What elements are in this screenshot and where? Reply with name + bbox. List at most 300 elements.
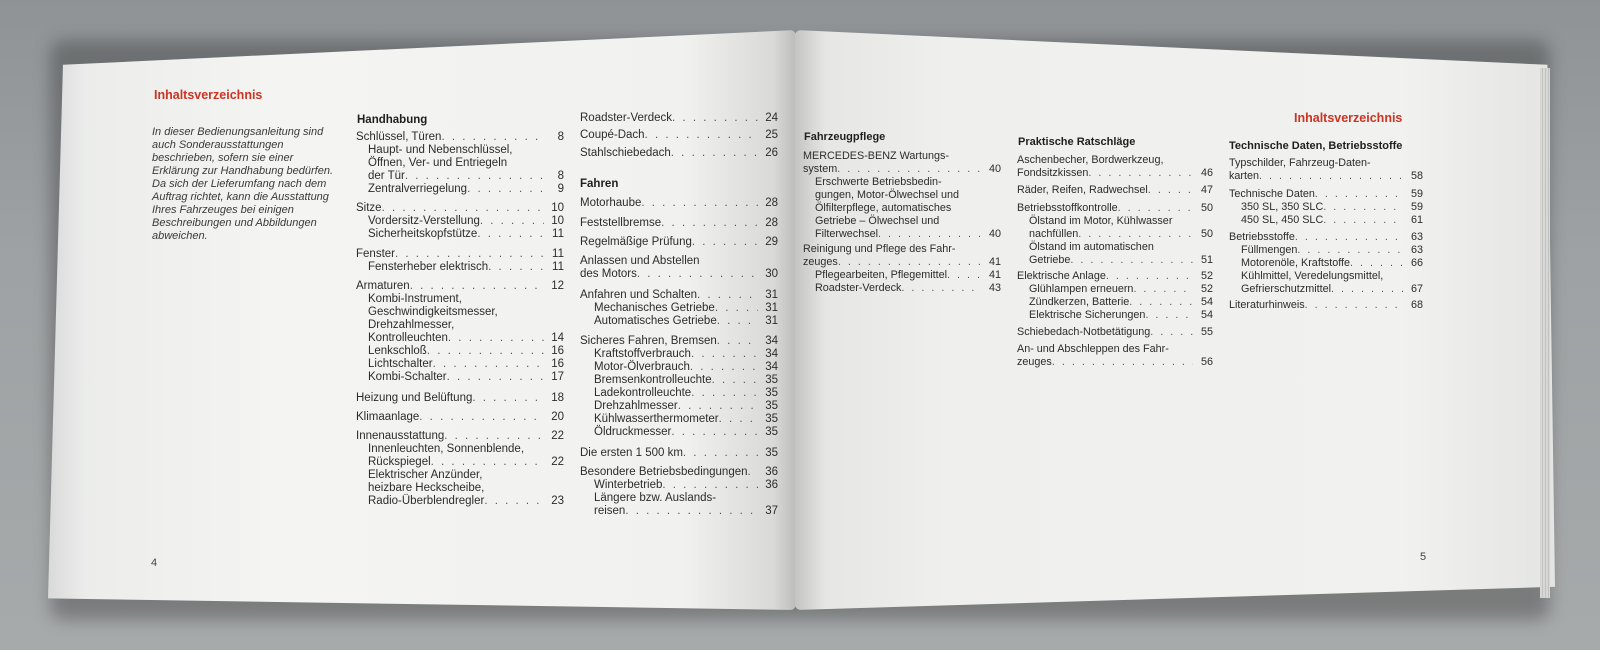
toc-entry-page: 22 bbox=[551, 456, 564, 468]
toc-entry bbox=[594, 387, 778, 400]
toc-entry-page: 37 bbox=[765, 505, 778, 517]
toc-entry-label: des Motors bbox=[580, 268, 637, 280]
toc-entry-page: 52 bbox=[1200, 283, 1213, 295]
dot-leader bbox=[1148, 184, 1193, 197]
toc-entry-label: Getriebe – Ölwechsel und bbox=[815, 215, 940, 227]
toc-entry-page: 23 bbox=[551, 495, 564, 507]
toc-entry-label: Elektrische Anlage bbox=[1017, 270, 1106, 282]
page-edge bbox=[1540, 68, 1550, 598]
toc-entry-page: 35 bbox=[765, 400, 778, 412]
toc-entry-page: 41 bbox=[988, 256, 1001, 268]
toc-entry-label: Besondere Betriebsbedingungen bbox=[580, 466, 748, 478]
toc-entry-page: 35 bbox=[765, 387, 778, 399]
dot-leader bbox=[683, 447, 758, 460]
toc-entry bbox=[368, 482, 564, 495]
toc-entry-page: 43 bbox=[988, 282, 1001, 294]
toc-entry-page: 26 bbox=[765, 147, 778, 159]
dot-leader bbox=[878, 228, 981, 241]
toc-entry bbox=[1029, 254, 1213, 267]
toc-entry bbox=[368, 183, 564, 196]
toc-entry-label: Literaturhinweis bbox=[1229, 299, 1305, 311]
dot-leader bbox=[1070, 254, 1193, 267]
toc-entry-label: Betriebsstoffkontrolle bbox=[1017, 202, 1118, 214]
toc-entry bbox=[1229, 188, 1423, 201]
toc-entry-label: Drehzahlmesser bbox=[594, 400, 678, 412]
dot-leader bbox=[410, 280, 544, 293]
dot-leader bbox=[1129, 296, 1193, 309]
dot-leader bbox=[671, 426, 758, 439]
dot-leader bbox=[427, 345, 544, 358]
toc-entry-label: Geschwindigkeitsmesser, bbox=[368, 306, 498, 318]
toc-entry-label: Sicheres Fahren, Bremsen bbox=[580, 335, 717, 347]
toc-entry-page: 29 bbox=[765, 236, 778, 248]
toc-entry-label: zeuges bbox=[803, 256, 838, 268]
toc-entry-page: 59 bbox=[1410, 201, 1423, 213]
toc-entry-page: 61 bbox=[1410, 214, 1423, 226]
toc-entry-page: 55 bbox=[1200, 326, 1213, 338]
toc-entry-label: Aschenbecher, Bordwerkzeug, bbox=[1017, 154, 1164, 166]
dot-leader bbox=[692, 236, 758, 249]
dot-leader bbox=[641, 197, 758, 210]
toc-entry bbox=[356, 430, 564, 443]
toc-entry bbox=[356, 202, 564, 215]
toc-entry bbox=[580, 147, 778, 160]
toc-entry bbox=[1017, 270, 1213, 283]
toc-entry-label: Radio-Überblendregler bbox=[368, 495, 485, 507]
toc-entry-page: 25 bbox=[765, 129, 778, 141]
toc-entry-label: 450 SL, 450 SLC bbox=[1241, 214, 1324, 226]
toc-entry bbox=[580, 217, 778, 230]
dot-leader bbox=[690, 361, 758, 374]
toc-entry-page: 63 bbox=[1410, 244, 1423, 256]
toc-entry bbox=[594, 315, 778, 328]
toc-entry bbox=[1029, 215, 1213, 228]
toc-entry bbox=[1241, 244, 1423, 257]
toc-entry bbox=[1029, 309, 1213, 322]
toc-entry-page: 8 bbox=[557, 170, 564, 182]
dot-leader bbox=[433, 358, 544, 371]
dot-leader bbox=[637, 268, 758, 281]
toc-entry-page: 54 bbox=[1200, 296, 1213, 308]
dot-leader bbox=[477, 228, 544, 241]
dot-leader bbox=[838, 256, 981, 269]
toc-entry bbox=[1229, 157, 1423, 170]
toc-entry bbox=[815, 215, 1001, 228]
toc-entry bbox=[815, 228, 1001, 241]
toc-entry bbox=[594, 348, 778, 361]
dot-leader bbox=[472, 392, 544, 405]
toc-entry bbox=[803, 256, 1001, 269]
page-number-left: 4 bbox=[151, 557, 158, 569]
dot-leader bbox=[715, 302, 758, 315]
toc-entry-label: der Tür bbox=[368, 170, 405, 182]
toc-entry-page: 63 bbox=[1410, 231, 1423, 243]
toc-entry bbox=[580, 197, 778, 210]
toc-entry-label: Lichtschalter bbox=[368, 358, 433, 370]
toc-entry-page: 10 bbox=[551, 202, 564, 214]
toc-entry-label: Bremsenkontrolleuchte bbox=[594, 374, 712, 386]
dot-leader bbox=[712, 374, 758, 387]
toc-entry bbox=[1017, 184, 1213, 197]
dot-leader bbox=[1323, 214, 1403, 227]
toc-entry-label: Filterwechsel bbox=[815, 228, 878, 240]
toc-entry bbox=[803, 163, 1001, 176]
toc-entry-label: Technische Daten bbox=[1229, 188, 1315, 200]
toc-entry bbox=[594, 505, 778, 518]
toc-entry-page: 11 bbox=[552, 248, 564, 260]
toc-entry-page: 24 bbox=[765, 112, 778, 124]
toc-entry-page: 35 bbox=[765, 413, 778, 425]
toc-entry-label: Öldruckmesser bbox=[594, 426, 672, 438]
toc-entry-label: Automatisches Getriebe bbox=[594, 315, 717, 327]
toc-entry-page: 51 bbox=[1200, 254, 1213, 266]
dot-leader bbox=[1133, 283, 1193, 296]
toc-entry-label: Vordersitz-Verstellung bbox=[368, 215, 480, 227]
toc-entry-label: reisen bbox=[594, 505, 626, 517]
dot-leader bbox=[837, 163, 981, 176]
toc-entry bbox=[368, 306, 564, 319]
toc-entry bbox=[815, 176, 1001, 189]
toc-entry bbox=[368, 319, 564, 332]
toc-entry bbox=[368, 443, 564, 456]
toc-entry-label: heizbare Heckscheibe, bbox=[368, 482, 485, 494]
dot-leader bbox=[395, 248, 544, 261]
toc-entry-page: 34 bbox=[765, 335, 778, 347]
toc-entry-label: Kontrolleuchten bbox=[368, 332, 448, 344]
toc-entry bbox=[1017, 356, 1213, 369]
dot-leader bbox=[691, 387, 758, 400]
toc-entry-page: 14 bbox=[551, 332, 564, 344]
toc-entry bbox=[368, 358, 564, 371]
dot-leader bbox=[691, 348, 758, 361]
dot-leader bbox=[947, 269, 981, 282]
dot-leader bbox=[717, 335, 758, 348]
toc-entry bbox=[580, 268, 778, 281]
toc-entry bbox=[594, 374, 778, 387]
toc-entry bbox=[1229, 170, 1423, 183]
toc-entry-page: 54 bbox=[1200, 309, 1213, 321]
toc-entry-label: Haupt- und Nebenschlüssel, bbox=[368, 144, 513, 156]
toc-entry bbox=[1241, 201, 1423, 214]
dot-leader bbox=[382, 202, 544, 215]
dot-leader bbox=[671, 147, 758, 160]
toc-entry-page: 36 bbox=[765, 466, 778, 478]
toc-entry bbox=[594, 426, 778, 439]
toc-entry-label: Drehzahlmesser, bbox=[368, 319, 455, 331]
toc-entry-label: Ölstand im automatischen bbox=[1029, 241, 1154, 253]
toc-entry-page: 17 bbox=[551, 371, 564, 383]
toc-entry-label: karten bbox=[1229, 170, 1260, 182]
dot-leader bbox=[441, 131, 544, 144]
toc-entry bbox=[368, 371, 564, 384]
dot-leader bbox=[661, 217, 758, 230]
toc-entry-label: Fensterheber elektrisch bbox=[368, 261, 489, 273]
toc-entry bbox=[580, 236, 778, 249]
toc-entry-label: Ölfilterpflege, automatisches bbox=[815, 202, 952, 214]
toc-entry bbox=[815, 189, 1001, 202]
toc-entry-label: Motor-Ölverbrauch bbox=[594, 361, 690, 373]
dot-leader bbox=[484, 495, 544, 508]
toc-entry-label: An- und Abschleppen des Fahr- bbox=[1017, 343, 1169, 355]
toc-entry-page: 67 bbox=[1410, 283, 1423, 295]
toc-entry bbox=[580, 255, 778, 268]
toc-entry-label: Längere bzw. Auslands- bbox=[594, 492, 717, 504]
toc-entry bbox=[1241, 257, 1423, 270]
left-page-header: Inhaltsverzeichnis bbox=[154, 88, 263, 102]
toc-entry bbox=[594, 413, 778, 426]
toc-entry-label: Die ersten 1 500 km bbox=[580, 447, 683, 459]
toc-entry bbox=[356, 280, 564, 293]
dot-leader bbox=[678, 400, 758, 413]
dot-leader bbox=[1305, 299, 1403, 312]
toc-entry-label: Reinigung und Pflege des Fahr- bbox=[803, 243, 956, 255]
toc-entry-label: Roadster-Verdeck bbox=[815, 282, 902, 294]
toc-entry bbox=[1017, 326, 1213, 339]
toc-entry bbox=[580, 112, 778, 125]
toc-entry bbox=[1241, 270, 1423, 283]
dot-leader bbox=[1315, 188, 1403, 201]
toc-entry bbox=[803, 243, 1001, 256]
toc-entry bbox=[1241, 283, 1423, 296]
toc-entry-label: zeuges bbox=[1017, 356, 1052, 368]
toc-entry-page: 59 bbox=[1410, 188, 1423, 200]
toc-entry bbox=[368, 469, 564, 482]
toc-entry-page: 31 bbox=[765, 289, 778, 301]
toc-entry bbox=[356, 131, 564, 144]
toc-entry-label: Erschwerte Betriebsbedin- bbox=[815, 176, 942, 188]
toc-entry-page: 35 bbox=[765, 447, 778, 459]
toc-entry bbox=[368, 332, 564, 345]
dot-leader bbox=[488, 261, 544, 274]
toc-entry-label: Innenausstattung bbox=[356, 430, 445, 442]
toc-entry bbox=[580, 335, 778, 348]
toc-entry bbox=[368, 144, 564, 157]
toc-entry-label: Anfahren und Schalten bbox=[580, 289, 698, 301]
toc-entry-page: 35 bbox=[765, 374, 778, 386]
toc-entry-page: 35 bbox=[765, 426, 778, 438]
toc-entry bbox=[580, 466, 778, 479]
dot-leader bbox=[697, 289, 758, 302]
toc-entry-page: 8 bbox=[557, 131, 564, 143]
toc-entry-label: Zündkerzen, Batterie bbox=[1029, 296, 1130, 308]
toc-entry-label: Zentralverriegelung bbox=[368, 183, 468, 195]
dot-leader bbox=[672, 112, 758, 125]
dot-leader bbox=[431, 456, 544, 469]
toc-entry-page: 18 bbox=[551, 392, 564, 404]
toc-entry-label: Betriebsstoffe bbox=[1229, 231, 1295, 243]
toc-entry-page: 46 bbox=[1200, 167, 1213, 179]
toc-entry-label: Fenster bbox=[356, 248, 395, 260]
toc-entry-label: Regelmäßige Prüfung bbox=[580, 236, 692, 248]
toc-entry-label: Füllmengen bbox=[1241, 244, 1298, 256]
toc-entry-label: system bbox=[803, 163, 838, 175]
toc-entry-page: 16 bbox=[551, 345, 564, 357]
toc-entry bbox=[594, 479, 778, 492]
section-title-fahren: Fahren bbox=[580, 178, 619, 190]
toc-entry bbox=[368, 293, 564, 306]
toc-entry bbox=[368, 456, 564, 469]
toc-entry bbox=[580, 289, 778, 302]
toc-entry bbox=[1029, 296, 1213, 309]
dot-leader bbox=[1295, 231, 1403, 244]
toc-entry-label: Getriebe bbox=[1029, 254, 1071, 266]
dot-leader bbox=[662, 479, 758, 492]
toc-entry-label: Coupé-Dach bbox=[580, 129, 645, 141]
toc-entry-page: 68 bbox=[1410, 299, 1423, 311]
toc-entry bbox=[368, 495, 564, 508]
right-page-header: Inhaltsverzeichnis bbox=[1294, 111, 1403, 125]
toc-entry-label: Pflegearbeiten, Pflegemittel bbox=[815, 269, 948, 281]
toc-entry-label: Ladekontrolleuchte bbox=[594, 387, 692, 399]
toc-entry-label: Roadster-Verdeck bbox=[580, 112, 673, 124]
toc-entry-label: Gefrierschutzmittel bbox=[1241, 283, 1331, 295]
toc-entry bbox=[1017, 154, 1213, 167]
dot-leader bbox=[1118, 202, 1193, 215]
page-number-right: 5 bbox=[1420, 551, 1427, 563]
toc-entry-label: Kombi-Schalter bbox=[368, 371, 447, 383]
toc-entry bbox=[1029, 283, 1213, 296]
toc-entry-label: Winterbetrieb bbox=[594, 479, 663, 491]
dot-leader bbox=[719, 413, 758, 426]
dot-leader bbox=[405, 170, 544, 183]
toc-entry bbox=[368, 228, 564, 241]
dot-leader bbox=[1150, 326, 1193, 339]
intro-text: In dieser Bedienungsanleitung sind auch Sonderausstattungen beschrieben, sofern sie einer Erklärung zur Handhabung bedürfen. Da sich der Lieferumfang nach dem Auftrag richtet, kann die Ausstattung Ihres Fahrzeuges bei einigen Beschreibungen und Abbildungen abweichen. bbox=[152, 126, 334, 242]
toc-entry-label: Lenkschloß bbox=[368, 345, 427, 357]
toc-entry-page: 58 bbox=[1410, 170, 1423, 182]
toc-entry-label: Rückspiegel bbox=[368, 456, 431, 468]
toc-entry-label: Motorhaube bbox=[580, 197, 642, 209]
toc-entry-label: Fondsitzkissen bbox=[1017, 167, 1089, 179]
dot-leader bbox=[467, 183, 544, 196]
toc-entry bbox=[580, 447, 778, 460]
toc-entry-page: 11 bbox=[552, 228, 564, 240]
toc-entry bbox=[594, 492, 778, 505]
dot-leader bbox=[1331, 283, 1403, 296]
toc-entry-page: 20 bbox=[551, 411, 564, 423]
toc-entry bbox=[594, 400, 778, 413]
toc-entry bbox=[356, 248, 564, 261]
toc-entry-label: Kühlmittel, Veredelungsmittel, bbox=[1241, 270, 1384, 282]
toc-entry-page: 30 bbox=[765, 268, 778, 280]
toc-entry-label: Sitze bbox=[356, 202, 382, 214]
toc-entry bbox=[368, 157, 564, 170]
toc-entry-label: Heizung und Belüftung bbox=[356, 392, 473, 404]
section-title-technische-daten: Technische Daten, Betriebsstoffe bbox=[1229, 140, 1403, 152]
dot-leader bbox=[480, 215, 544, 228]
toc-entry-page: 40 bbox=[988, 163, 1001, 175]
dot-leader bbox=[447, 371, 544, 384]
toc-entry-label: Räder, Reifen, Radwechsel bbox=[1017, 184, 1148, 196]
toc-entry-label: Stahlschiebedach bbox=[580, 147, 671, 159]
toc-entry bbox=[1017, 167, 1213, 180]
toc-entry-label: Anlassen und Abstellen bbox=[580, 255, 700, 267]
toc-entry bbox=[803, 150, 1001, 163]
toc-entry bbox=[368, 170, 564, 183]
dot-leader bbox=[444, 430, 544, 443]
toc-entry-page: 31 bbox=[765, 302, 778, 314]
toc-entry bbox=[368, 261, 564, 274]
dot-leader bbox=[717, 315, 758, 328]
toc-entry-label: gungen, Motor-Ölwechsel und bbox=[815, 189, 960, 201]
toc-entry-label: Elektrische Sicherungen bbox=[1029, 309, 1146, 321]
toc-entry-label: Kraftstoffverbrauch bbox=[594, 348, 691, 360]
toc-entry-label: Ölstand im Motor, Kühlwasser bbox=[1029, 215, 1173, 227]
toc-entry bbox=[815, 202, 1001, 215]
toc-entry-page: 31 bbox=[765, 315, 778, 327]
toc-entry-page: 66 bbox=[1410, 257, 1423, 269]
toc-entry-page: 50 bbox=[1200, 228, 1213, 240]
dot-leader bbox=[1145, 309, 1193, 322]
toc-entry bbox=[594, 302, 778, 315]
toc-entry-page: 47 bbox=[1200, 184, 1213, 196]
toc-entry bbox=[356, 392, 564, 405]
toc-entry-page: 34 bbox=[765, 361, 778, 373]
toc-entry-page: 52 bbox=[1200, 270, 1213, 282]
dot-leader bbox=[901, 282, 981, 295]
toc-entry bbox=[1241, 214, 1423, 227]
toc-entry-label: 350 SL, 350 SLC bbox=[1241, 201, 1324, 213]
toc-entry-page: 28 bbox=[765, 197, 778, 209]
toc-entry-page: 36 bbox=[765, 479, 778, 491]
toc-entry-label: Schiebedach-Notbetätigung bbox=[1017, 326, 1151, 338]
dot-leader bbox=[1350, 257, 1403, 270]
toc-entry bbox=[815, 282, 1001, 295]
toc-entry-label: Armaturen bbox=[356, 280, 410, 292]
dot-leader bbox=[748, 466, 758, 479]
toc-entry-label: Glühlampen erneuern bbox=[1029, 283, 1134, 295]
toc-entry-page: 41 bbox=[988, 269, 1001, 281]
toc-entry bbox=[368, 215, 564, 228]
toc-entry-label: Schlüssel, Türen bbox=[356, 131, 442, 143]
toc-entry-page: 34 bbox=[765, 348, 778, 360]
dot-leader bbox=[1078, 228, 1193, 241]
toc-entry-page: 22 bbox=[551, 430, 564, 442]
toc-entry-label: Mechanisches Getriebe bbox=[594, 302, 715, 314]
toc-entry bbox=[368, 345, 564, 358]
dot-leader bbox=[1052, 356, 1193, 369]
toc-entry-label: nachfüllen bbox=[1029, 228, 1079, 240]
toc-entry bbox=[1029, 241, 1213, 254]
toc-entry-page: 12 bbox=[551, 280, 564, 292]
toc-entry-label: Kühlwasserthermometer bbox=[594, 413, 719, 425]
toc-entry-page: 16 bbox=[551, 358, 564, 370]
toc-entry bbox=[580, 129, 778, 142]
dot-leader bbox=[448, 332, 544, 345]
section-title-handhabung: Handhabung bbox=[357, 114, 428, 126]
section-title-fahrzeugpflege: Fahrzeugpflege bbox=[804, 131, 886, 143]
toc-entry-label: Öffnen, Ver- und Entriegeln bbox=[368, 157, 508, 169]
toc-entry bbox=[1029, 228, 1213, 241]
toc-entry-label: Feststellbremse bbox=[580, 217, 662, 229]
toc-entry bbox=[1229, 299, 1423, 312]
toc-entry-page: 50 bbox=[1200, 202, 1213, 214]
section-title-praktische-ratschlaege: Praktische Ratschläge bbox=[1018, 136, 1136, 148]
toc-entry-label: Klimaanlage bbox=[356, 411, 420, 423]
toc-entry-label: MERCEDES-BENZ Wartungs- bbox=[803, 150, 949, 162]
toc-entry-page: 40 bbox=[988, 228, 1001, 240]
dot-leader bbox=[1259, 170, 1403, 183]
toc-entry bbox=[1017, 202, 1213, 215]
toc-entry bbox=[356, 411, 564, 424]
dot-leader bbox=[419, 411, 544, 424]
toc-entry bbox=[594, 361, 778, 374]
dot-leader bbox=[1106, 270, 1193, 283]
toc-entry bbox=[1017, 343, 1213, 356]
dot-leader bbox=[645, 129, 758, 142]
dot-leader bbox=[625, 505, 758, 518]
toc-entry-label: Motorenöle, Kraftstoffe bbox=[1241, 257, 1351, 269]
